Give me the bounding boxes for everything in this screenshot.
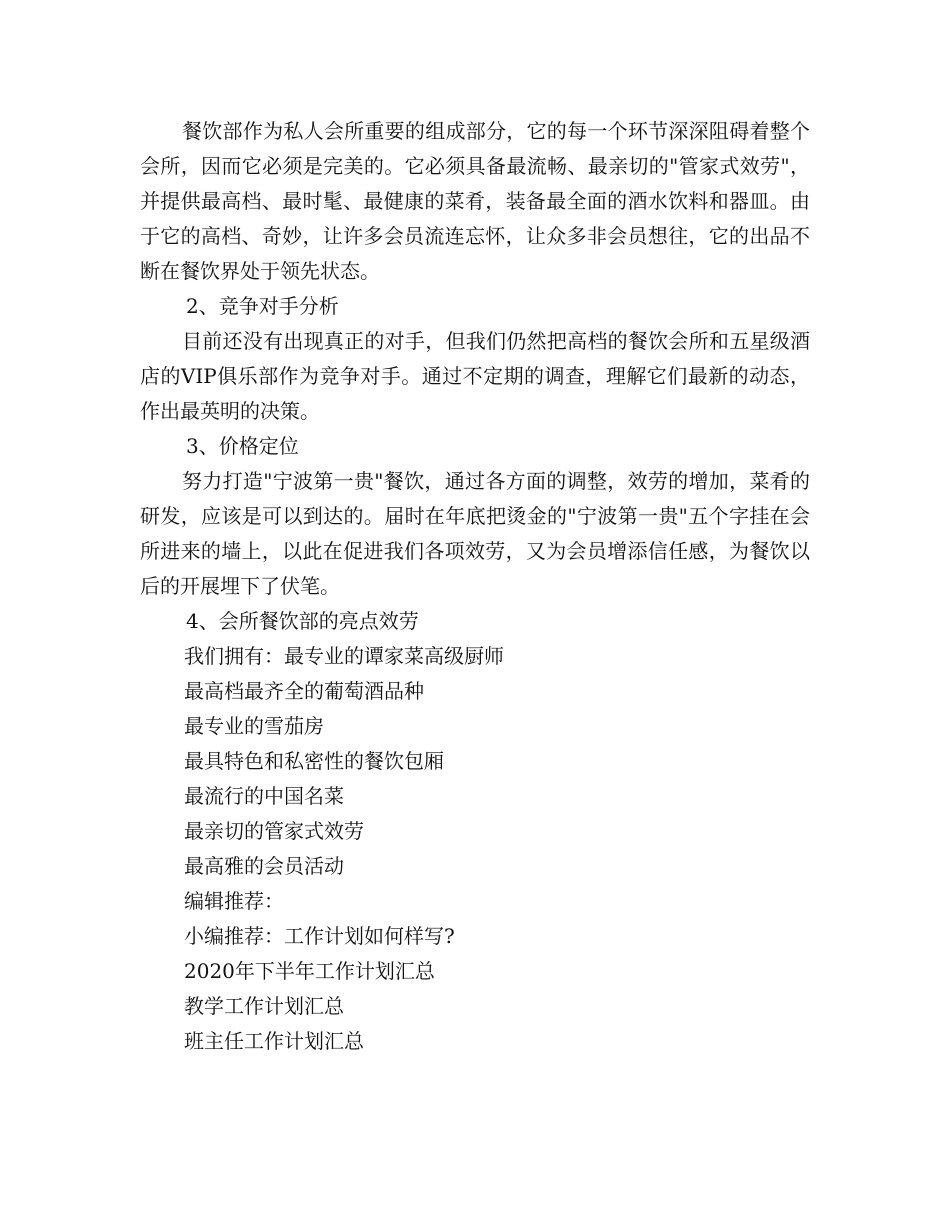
highlight-item: 最高档最齐全的葡萄酒品种: [184, 679, 424, 703]
pricing-paragraph: 努力打造"宁波第一贵"餐饮，通过各方面的调整，效劳的增加，菜肴的研发，应该是可以到达的。届时在年底把烫金的"宁波第一贵"五个字挂在会所进来的墙上，以此在促进我们各项效劳，又为会员增添信任感，为餐饮以后的开展埋下了伏笔。: [140, 469, 810, 598]
competition-paragraph: 目前还没有出现真正的对手，但我们仍然把高档的餐饮会所和五星级酒店的VIP俱乐部作为竞争对手。通过不定期的调查，理解它们最新的动态，作出最英明的决策。: [140, 329, 810, 423]
highlights-list: [140, 639, 810, 884]
highlight-item: 最亲切的管家式效劳: [184, 819, 364, 843]
recommendation-link[interactable]: 2020年下半年工作计划汇总: [184, 959, 435, 983]
pricing-heading: 3、价格定位: [186, 434, 299, 458]
highlight-item: 最专业的雪茄房: [184, 714, 324, 738]
intro-paragraph: 餐饮部作为私人会所重要的组成部分，它的每一个环节深深阻碍着整个会所，因而它必须是完美的。它必须具备最流畅、最亲切的"管家式效劳"，并提供最高档、最时髦、最健康的菜肴，装备最全面的酒水饮料和器皿。由于它的高档、奇妙，让许多会员流连忘怀，让众多非会员想往，它的出品不断在餐饮界处于领先状态。: [140, 119, 810, 283]
highlight-item: 最高雅的会员活动: [184, 854, 344, 878]
recommendation-link[interactable]: 教学工作计划汇总: [184, 994, 344, 1018]
document-body: [140, 114, 810, 1059]
recommendations-label: 编辑推荐：: [184, 889, 284, 913]
recommendation-link[interactable]: 班主任工作计划汇总: [184, 1029, 364, 1053]
recommendation-link[interactable]: 小编推荐：工作计划如何样写?: [184, 924, 455, 948]
recommendations-list: [140, 919, 810, 1059]
highlights-heading: 4、会所餐饮部的亮点效劳: [186, 609, 419, 633]
highlight-item: 最具特色和私密性的餐饮包厢: [184, 749, 444, 773]
highlight-item: 我们拥有：最专业的谭家菜高级厨师: [184, 644, 504, 668]
competition-heading: 2、竞争对手分析: [186, 294, 339, 318]
highlight-item: 最流行的中国名菜: [184, 784, 344, 808]
